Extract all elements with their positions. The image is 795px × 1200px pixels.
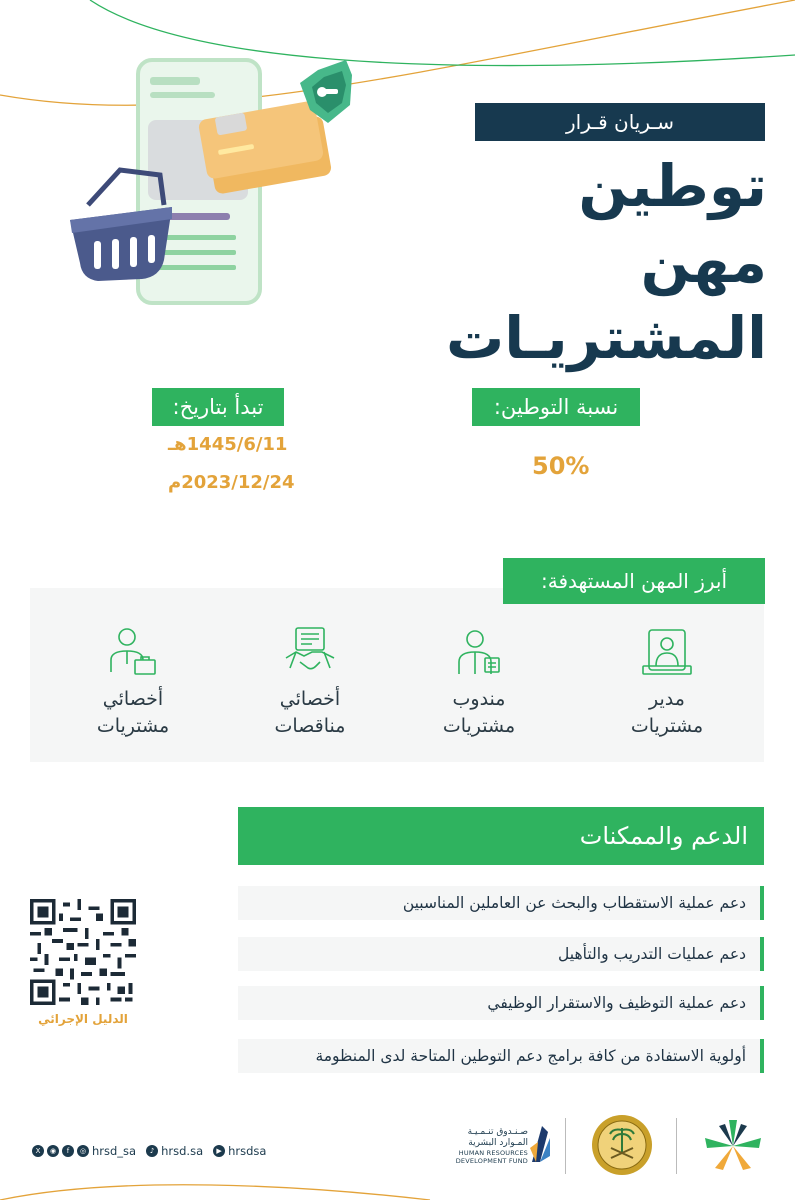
social-group-1 — [32, 1144, 136, 1158]
fund-ar-line-2: المـوارد البشرية — [468, 1138, 528, 1148]
social-group-3 — [213, 1144, 266, 1158]
footer-divider — [565, 1118, 566, 1174]
fund-ar-line-1: صـنـدوق تنـمـيـة — [467, 1127, 528, 1137]
page-title: توطين مهن المشتريـات — [446, 152, 767, 372]
support-item: أولوية الاستفادة من كافة برامج دعم التوطين المتاحة لدى المنظومة — [238, 1039, 764, 1073]
briefcase-person-icon — [105, 624, 161, 680]
instagram-icon[interactable]: ◎ — [77, 1145, 89, 1157]
job-item-tenders-specialist — [235, 624, 385, 740]
tiktok-icon[interactable]: ♪ — [146, 1145, 158, 1157]
representative-icon — [451, 624, 507, 680]
fund-en-line-2: DEVELOPMENT FUND — [455, 1157, 528, 1165]
localization-ratio-label: نسبة التوطين: — [472, 388, 640, 426]
handle-hrsd-sa[interactable]: hrsd_sa — [92, 1144, 137, 1158]
qr-caption: الدليل الإجرائي — [38, 1012, 128, 1026]
social-handles — [32, 1144, 266, 1158]
ministry-logo-icon — [700, 1118, 766, 1174]
job-label: أخصائي مناقصات — [274, 688, 346, 737]
hrdf-logo-text — [448, 1127, 528, 1165]
target-jobs-header: أبرز المهن المستهدفة: — [503, 558, 765, 604]
job-label: مندوب مشتريات — [442, 688, 516, 737]
support-header: الدعم والممكنات — [238, 807, 764, 865]
handle-hrsd-dot-sa[interactable]: hrsd.sa — [161, 1144, 204, 1158]
qr-code[interactable] — [30, 899, 136, 1005]
job-item-purchasing-specialist — [58, 624, 208, 740]
social-group-2 — [146, 1144, 203, 1158]
decision-tag: سـريان قـرار — [475, 103, 765, 141]
start-date-gregorian: 2023/12/24م — [168, 472, 295, 493]
localization-ratio-value: 50% — [532, 452, 590, 480]
job-item-purchasing-representative — [404, 624, 554, 740]
support-item: دعم عملية التوظيف والاستقرار الوظيفي — [238, 986, 764, 1020]
job-label: مدير مشتريات — [630, 688, 704, 737]
handshake-icon — [282, 624, 338, 680]
support-item: دعم عمليات التدريب والتأهيل — [238, 937, 764, 971]
job-label: أخصائي مشتريات — [96, 688, 170, 737]
footer-divider — [676, 1118, 677, 1174]
youtube-icon[interactable]: ▶ — [213, 1145, 225, 1157]
support-item: دعم عملية الاستقطاب والبحث عن العاملين المناسبين — [238, 886, 764, 920]
start-date-label: تبدأ بتاريخ: — [152, 388, 284, 426]
x-icon[interactable]: X — [32, 1145, 44, 1157]
facebook-icon[interactable]: f — [62, 1145, 74, 1157]
hrdf-logo-icon — [528, 1122, 552, 1168]
fund-en-line-1: HUMAN RESOURCES — [458, 1149, 528, 1157]
handle-hrsdsa[interactable]: hrsdsa — [228, 1144, 267, 1158]
manager-desk-icon — [639, 624, 695, 680]
seal-logo-icon — [591, 1114, 653, 1176]
start-date-hijri: 1445/6/11هـ — [168, 434, 288, 455]
snapchat-icon[interactable]: ◉ — [47, 1145, 59, 1157]
job-item-purchasing-manager — [592, 624, 742, 740]
shopping-illustration — [60, 55, 440, 325]
